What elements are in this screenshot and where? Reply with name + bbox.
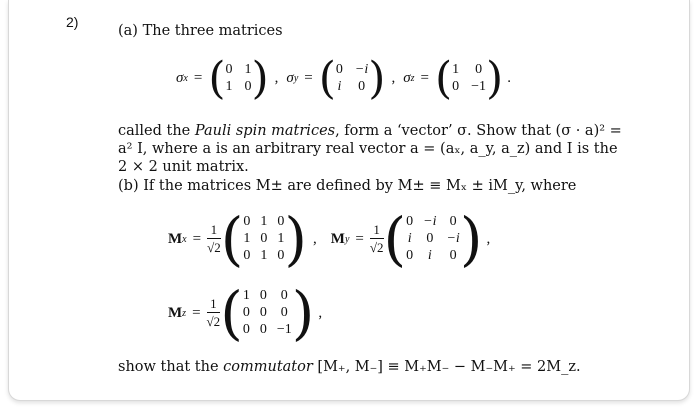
- part-b-intro: (b) If the matrices M± are defined by M± ≡ Mₓ ± iM_y, where: [118, 178, 577, 194]
- problem-number: 2): [66, 14, 79, 30]
- mz-grid: [243, 288, 292, 338]
- part-a-intro: (a) The three matrices: [118, 23, 283, 39]
- mz-entry-2-3: 0: [280, 305, 288, 320]
- mx-equation: M x = $\frac{1}{√2}$ ( 0 1 0 1 0 1 0 1 0 ): [168, 205, 308, 273]
- mz-entry-1-2: 0: [259, 288, 267, 303]
- my-fraction-numerator: 1: [373, 222, 380, 237]
- mx-fraction: [207, 222, 221, 256]
- my-equation: M y = $\frac{1}{√2}$ ( 0 −i 0 i 0 −i 0 i 0 ): [330, 205, 483, 273]
- sigma-y-grid: [336, 62, 368, 95]
- part-a-line1-post: , form a ‘vector’ σ. Show that (σ · a)² =: [335, 123, 622, 139]
- pauli-matrices-row: σ x = ( 0 1 1 0 ) , σ y = ( 0 −i i 0 ) , σ z = ( 1 0 0 −1 ) .: [176, 52, 511, 104]
- sigma-y-entry-1-1: 0: [335, 61, 343, 77]
- mx-my-row: M x = $\frac{1}{√2}$ ( 0 1 0 1 0 1 0 1 0 ) , M y = $\frac{1}{√2}$ ( 0 −i 0 i 0 −i 0 i 0 ) ,: [168, 205, 491, 273]
- my-entry-2-1: i: [407, 231, 412, 246]
- my-entry-3-3: 0: [449, 248, 457, 263]
- sigma-y-symbol: σ: [286, 69, 294, 86]
- my-entry-3-1: 0: [406, 248, 414, 263]
- part-a-line2: a² I, where a is an arbitrary real vector a = (aₓ, a_y, a_z) and I is the: [118, 141, 618, 157]
- mx-entry-1-3: 0: [277, 214, 285, 229]
- sigma-z-grid: [452, 62, 486, 95]
- sigma-x-matrix: ( 0 1 1 0 ): [208, 52, 269, 104]
- sigma-y-subscript: y: [293, 72, 299, 84]
- final-line-pre: show that the: [118, 359, 224, 375]
- sigma-y-entry-2-2: 0: [358, 78, 366, 94]
- my-entry-2-3: −i: [446, 231, 460, 246]
- my-entry-1-3: 0: [449, 214, 457, 229]
- sigma-z-entry-2-2: −1: [471, 78, 487, 94]
- my-entry-1-2: −i: [423, 214, 437, 229]
- sigma-x-symbol: σ: [176, 69, 184, 86]
- my-entry-3-2: i: [427, 248, 432, 263]
- sigma-x-entry-2-2: 0: [244, 78, 252, 94]
- sigma-y-equation: σ y = ( 0 −i i 0 ): [286, 52, 386, 104]
- mx-entry-1-2: 1: [260, 214, 268, 229]
- sigma-z-entry-1-2: 0: [475, 61, 483, 77]
- mz-entry-3-2: 0: [259, 322, 267, 337]
- sigma-x-equation: σ x = ( 0 1 1 0 ): [176, 52, 269, 104]
- mz-entry-2-1: 0: [242, 305, 250, 320]
- mx-matrix: ( 0 1 0 1 0 1 0 1 0 ): [220, 205, 308, 273]
- sigma-z-entry-1-1: 1: [452, 61, 460, 77]
- sigma-x-subscript: x: [183, 72, 188, 84]
- part-a-line1-pre: called the: [118, 123, 195, 139]
- mz-entry-1-3: 0: [280, 288, 288, 303]
- sigma-x-entry-1-1: 0: [225, 61, 233, 77]
- mz-fraction-denominator: √2: [206, 314, 221, 329]
- sigma-x-grid: [226, 62, 252, 95]
- my-fraction: [370, 222, 384, 256]
- sigma-y-entry-2-1: i: [337, 78, 342, 94]
- my-entry-1-1: 0: [406, 214, 414, 229]
- mx-entry-2-2: 0: [260, 231, 268, 246]
- my-symbol: M: [330, 230, 345, 247]
- sigma-z-subscript: z: [410, 72, 415, 84]
- mz-entry-3-3: −1: [276, 322, 292, 337]
- my-matrix: ( 0 −i 0 i 0 −i 0 i 0 ): [383, 205, 483, 273]
- mx-entry-2-3: 1: [277, 231, 285, 246]
- mz-equation: M z = $\frac{1}{√2}$ ( 1 0 0 0 0 0 0 0 −1 ): [168, 279, 315, 347]
- mx-symbol: M: [168, 230, 183, 247]
- mz-symbol: M: [168, 304, 183, 321]
- mx-fraction-denominator: √2: [207, 240, 221, 255]
- sigma-z-entry-2-1: 0: [452, 78, 460, 94]
- mz-fraction-numerator: 1: [210, 296, 217, 311]
- sigma-z-symbol: σ: [403, 69, 411, 86]
- my-subscript: y: [344, 233, 350, 245]
- mz-row: M z = $\frac{1}{√2}$ ( 1 0 0 0 0 0 0 0 −1 ) ,: [168, 279, 323, 347]
- part-a-line3: 2 × 2 unit matrix.: [118, 159, 249, 175]
- mx-entry-3-1: 0: [243, 248, 251, 263]
- sigma-z-equation: σ z = ( 1 0 0 −1 ): [403, 52, 504, 104]
- mz-matrix: ( 1 0 0 0 0 0 0 0 −1 ): [220, 279, 315, 347]
- part-b-final-line: [118, 358, 581, 376]
- my-entry-2-2: 0: [426, 231, 434, 246]
- part-a-line1: [118, 122, 622, 140]
- mx-entry-3-3: 0: [277, 248, 285, 263]
- sigma-x-entry-2-1: 1: [225, 78, 233, 94]
- mx-entry-1-1: 0: [243, 214, 251, 229]
- commutator-term: commutator: [223, 359, 313, 375]
- mz-entry-1-1: 1: [242, 288, 250, 303]
- sigma-y-matrix: ( 0 −i i 0 ): [318, 52, 386, 104]
- sigma-x-entry-1-2: 1: [244, 61, 252, 77]
- final-line-post: [M₊, M₋] ≡ M₊M₋ − M₋M₊ = 2M_z.: [312, 359, 581, 375]
- mx-grid: [243, 214, 284, 264]
- mx-entry-2-1: 1: [243, 231, 251, 246]
- mx-subscript: x: [182, 233, 187, 245]
- mz-entry-3-1: 0: [242, 322, 250, 337]
- mz-subscript: z: [182, 307, 187, 319]
- sigma-y-entry-1-2: −i: [354, 61, 369, 77]
- my-grid: [406, 214, 460, 264]
- mx-entry-3-2: 1: [260, 248, 268, 263]
- mx-fraction-numerator: 1: [210, 222, 218, 237]
- mz-entry-2-2: 0: [259, 305, 267, 320]
- sigma-z-matrix: ( 1 0 0 −1 ): [434, 52, 504, 104]
- mz-fraction: [207, 296, 221, 330]
- pauli-spin-matrices-term: Pauli spin matrices: [194, 123, 336, 139]
- my-fraction-denominator: √2: [369, 240, 384, 255]
